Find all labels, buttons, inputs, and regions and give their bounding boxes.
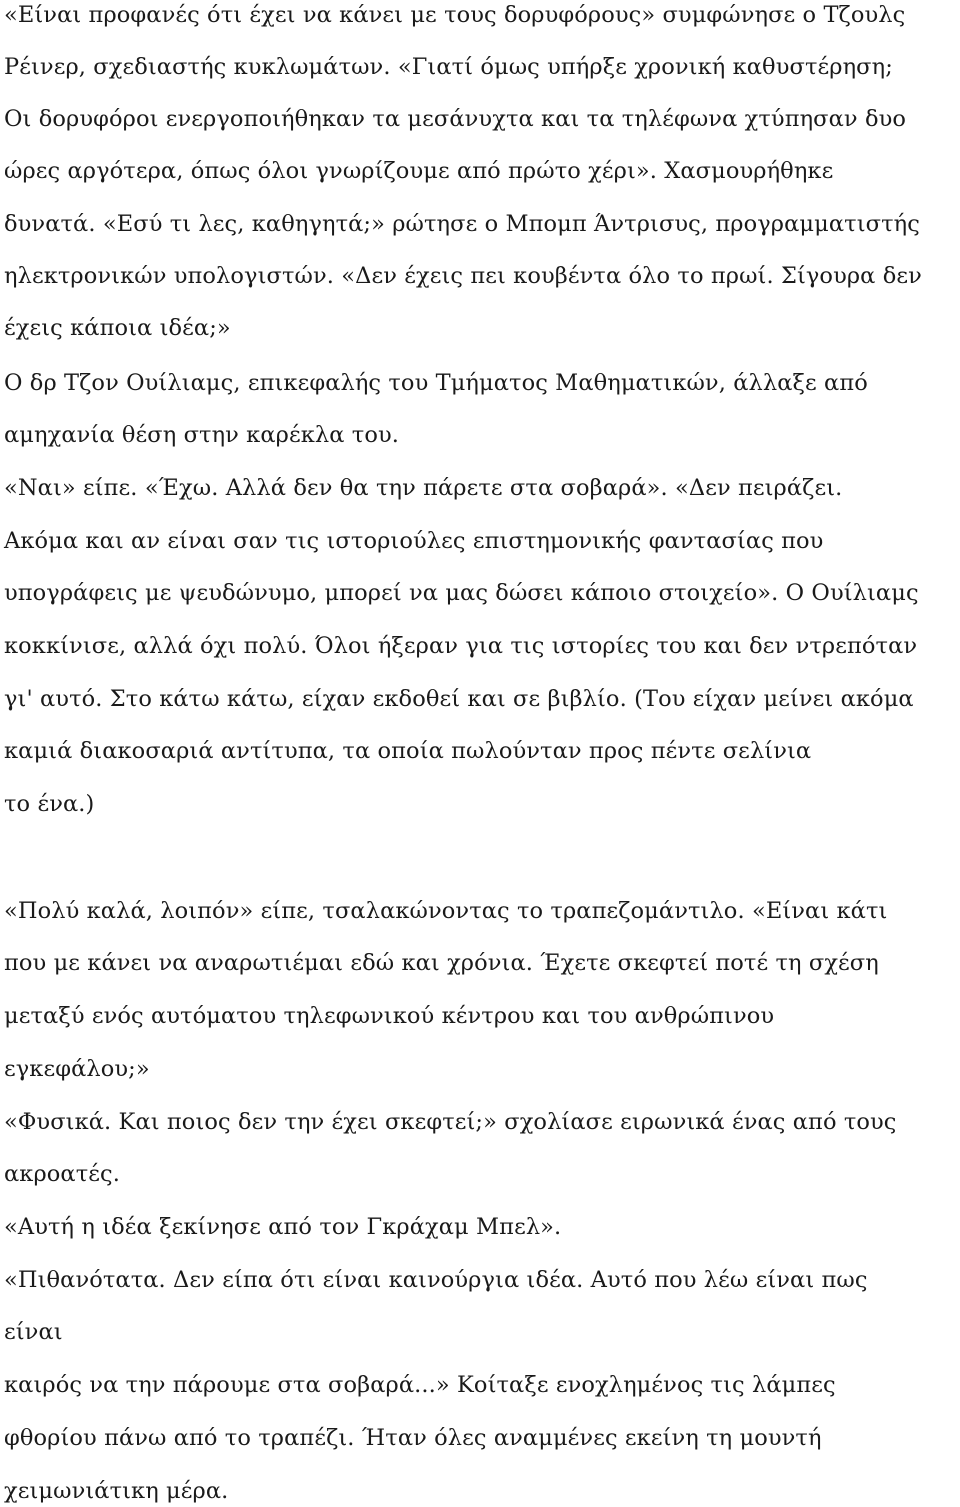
text-line: υπογράφεις με ψευδώνυμο, μπορεί να μας δώσει κάποιο στοιχείο». Ο Ουίλιαμς xyxy=(4,580,919,606)
text-line: που με κάνει να αναρωτιέμαι εδώ και χρόνια. Έχετε σκεφτεί ποτέ τη σχέση xyxy=(4,950,879,976)
text-line: «Αυτή η ιδέα ξεκίνησε από τον Γκράχαμ Μπελ». xyxy=(4,1214,562,1240)
text-line: καιρός να την πάρουμε στα σοβαρά...» Κοίταξε ενοχλημένος τις λάμπες xyxy=(4,1372,836,1398)
text-line: χειμωνιάτικη μέρα. xyxy=(4,1478,229,1504)
text-line: εγκεφάλου;» xyxy=(4,1056,150,1082)
text-line: το ένα.) xyxy=(4,791,95,817)
text-line: «Είναι προφανές ότι έχει να κάνει με τους δορυφόρους» συμφώνησε ο Τζουλς xyxy=(4,2,906,28)
text-line: φθορίου πάνω από το τραπέζι. Ήταν όλες αναμμένες εκείνη τη μουντή xyxy=(4,1425,822,1451)
text-line: δυνατά. «Εσύ τι λες, καθηγητά;» ρώτησε ο Μπομπ Άντρισυς, προγραμματιστής xyxy=(4,211,920,237)
text-line: ηλεκτρονικών υπολογιστών. «Δεν έχεις πει κουβέντα όλο το πρωί. Σίγουρα δεν xyxy=(4,263,922,289)
text-line: έχεις κάποια ιδέα;» xyxy=(4,315,231,341)
text-line: Ο δρ Τζον Ουίλιαμς, επικεφαλής του Τμήματος Μαθηματικών, άλλαξε από xyxy=(4,370,868,396)
text-line: Ακόμα και αν είναι σαν τις ιστοριούλες επιστημονικής φαντασίας που xyxy=(4,528,824,554)
text-line: «Ναι» είπε. «Έχω. Αλλά δεν θα την πάρετε στα σοβαρά». «Δεν πειράζει. xyxy=(4,475,843,501)
text-line: γι' αυτό. Στο κάτω κάτω, είχαν εκδοθεί και σε βιβλίο. (Του είχαν μείνει ακόμα xyxy=(4,686,914,712)
text-line: Οι δορυφόροι ενεργοποιήθηκαν τα μεσάνυχτα και τα τηλέφωνα χτύπησαν δυο xyxy=(4,106,907,132)
text-line: μεταξύ ενός αυτόματου τηλεφωνικού κέντρου και του ανθρώπινου xyxy=(4,1003,775,1029)
text-line: ώρες αργότερα, όπως όλοι γνωρίζουμε από πρώτο χέρι». Χασμουρήθηκε xyxy=(4,158,834,184)
text-line: «Φυσικά. Και ποιος δεν την έχει σκεφτεί;» σχολίασε ειρωνικά ένας από τους xyxy=(4,1109,897,1135)
text-line: «Πιθανότατα. Δεν είπα ότι είναι καινούργια ιδέα. Αυτό που λέω είναι πως xyxy=(4,1267,868,1293)
text-line: κοκκίνισε, αλλά όχι πολύ. Όλοι ήξεραν για τις ιστορίες του και δεν ντρεπόταν xyxy=(4,633,918,659)
text-line: «Πολύ καλά, λοιπόν» είπε, τσαλακώνοντας το τραπεζομάντιλο. «Είναι κάτι xyxy=(4,898,888,924)
text-line: είναι xyxy=(4,1319,63,1345)
text-line: καμιά διακοσαριά αντίτυπα, τα οποία πωλούνταν προς πέντε σελίνια xyxy=(4,738,812,764)
text-line: Ρέινερ, σχεδιαστής κυκλωμάτων. «Γιατί όμως υπήρξε χρονική καθυστέρηση; xyxy=(4,54,893,80)
text-line: αμηχανία θέση στην καρέκλα του. xyxy=(4,422,400,448)
text-line: ακροατές. xyxy=(4,1161,120,1187)
